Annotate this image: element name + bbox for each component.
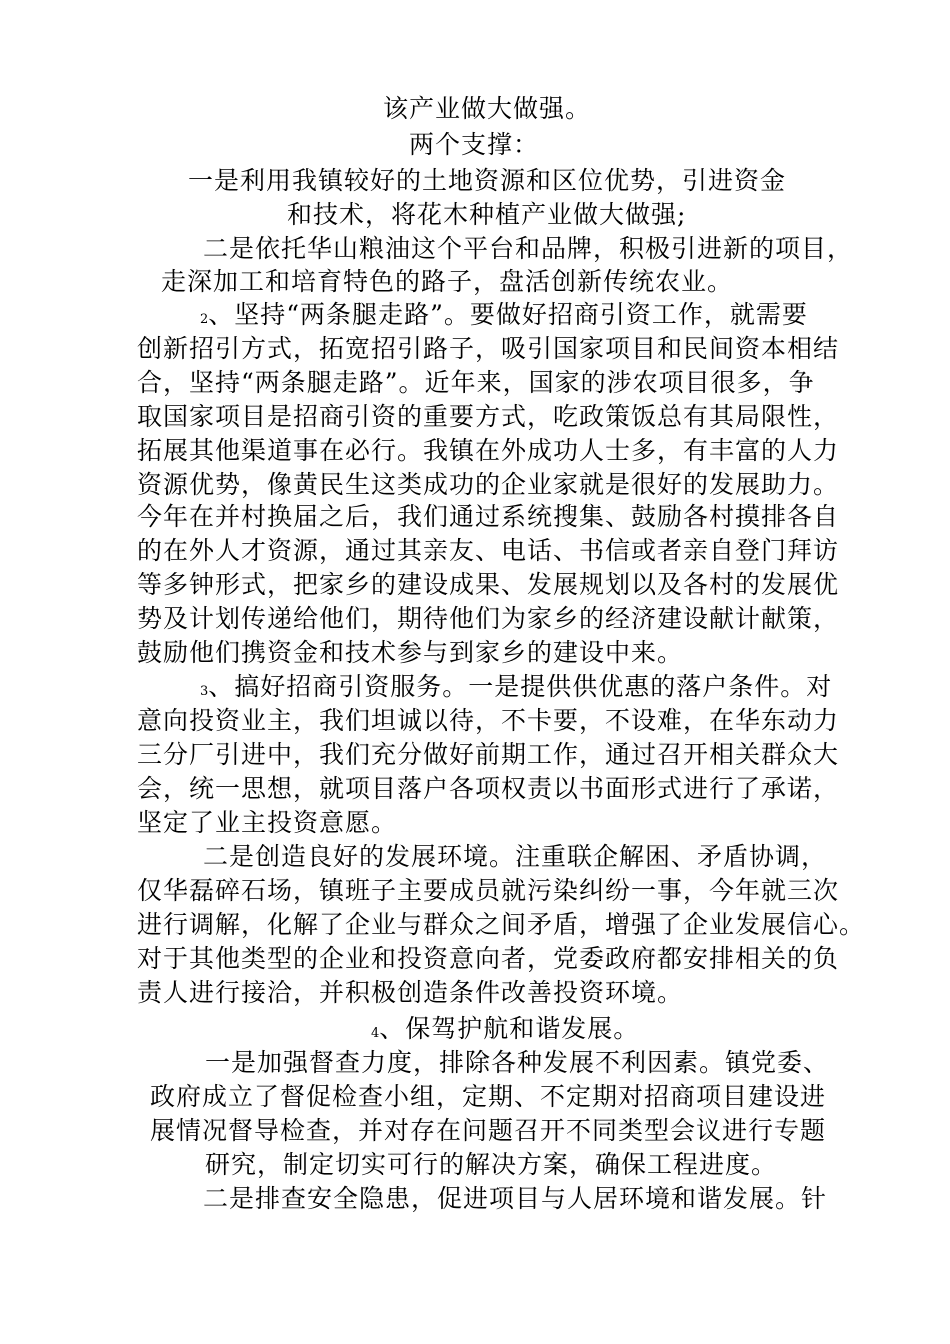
text-line: 二是排查安全隐患，促进项目与人居环境和谐发展。针 xyxy=(203,1184,828,1213)
text-line: 政府成立了督促检查小组，定期、不定期对招商项目建设进 xyxy=(150,1082,827,1111)
item-number: 4 xyxy=(371,1026,380,1041)
text-line: 走深加工和培育特色的路子，盘活创新传统农业。 xyxy=(161,267,734,296)
text-line: 拓展其他渠道事在必行。我镇在外成功人士多，有丰富的人力 xyxy=(137,436,840,465)
text-line: 的在外人才资源，通过其亲友、电话、书信或者亲自登门拜访 xyxy=(137,536,840,565)
text-line: 该产业做大做强。 xyxy=(383,94,592,123)
text-line: 责人进行接洽，并积极创造条件改善投资环境。 xyxy=(137,978,684,1007)
text-line: 合，坚持“两条腿走路”。近年来，国家的涉农项目很多，争 xyxy=(137,368,815,397)
text-line: 取国家项目是招商引资的重要方式，吃政策饭总有其局限性， xyxy=(137,402,840,431)
text-line: 一是加强督查力度，排除各种发展不利因素。镇党委、 xyxy=(205,1048,830,1077)
item-number: 3 xyxy=(200,684,209,699)
text-line: 研究，制定切实可行的解决方案，确保工程进度。 xyxy=(205,1150,778,1179)
text-span: 、保驾护航和谐发展。 xyxy=(379,1014,640,1043)
text-line: 鼓励他们携资金和技术参与到家乡的建设中来。 xyxy=(137,638,684,667)
text-line: 和技术，将花木种植产业做大做强; xyxy=(287,200,687,229)
text-line: 两个支撑： xyxy=(409,130,540,159)
item-number: 2 xyxy=(200,312,209,327)
text-line: 势及计划传递给他们，期待他们为家乡的经济建设献计献策， xyxy=(137,604,840,633)
text-line: 二是创造良好的发展环境。注重联企解困、矛盾协调， xyxy=(203,842,828,871)
text-line: 二是依托华山粮油这个平台和品牌，积极引进新的项目， xyxy=(203,234,854,263)
text-line: 仅华磊碎石场，镇班子主要成员就污染纠纷一事，今年就三次 xyxy=(137,876,840,905)
text-line: 创新招引方式，拓宽招引路子，吸引国家项目和民间资本相结 xyxy=(137,334,840,363)
text-line: 坚定了业主投资意愿。 xyxy=(137,808,398,837)
text-line: 一是利用我镇较好的土地资源和区位优势，引进资金 xyxy=(188,166,787,195)
text-span: 、坚持“两条腿走路”。要做好招商引资工作，就需要 xyxy=(208,300,808,329)
text-line: 会，统一思想，就项目落户各项权责以书面形式进行了承诺， xyxy=(137,774,840,803)
text-line: 三分厂引进中，我们充分做好前期工作，通过召开相关群众大 xyxy=(137,740,840,769)
text-line: 意向投资业主，我们坦诚以待，不卡要，不设难，在华东动力 xyxy=(137,706,840,735)
text-line: 展情况督导检查，并对存在问题召开不同类型会议进行专题 xyxy=(150,1116,827,1145)
text-line: 资源优势，像黄民生这类成功的企业家就是很好的发展助力。 xyxy=(137,470,840,499)
text-span: 、搞好招商引资服务。一是提供供优惠的落户条件。对 xyxy=(208,672,833,701)
text-line: 今年在并村换届之后，我们通过系统搜集、鼓励各村摸排各自 xyxy=(137,502,840,531)
text-line: 对于其他类型的企业和投资意向者，党委政府都安排相关的负 xyxy=(137,944,840,973)
text-line: 等多钟形式，把家乡的建设成果、发展规划以及各村的发展优 xyxy=(137,570,840,599)
text-line: 进行调解，化解了企业与群众之间矛盾，增强了企业发展信心。 xyxy=(137,910,866,939)
